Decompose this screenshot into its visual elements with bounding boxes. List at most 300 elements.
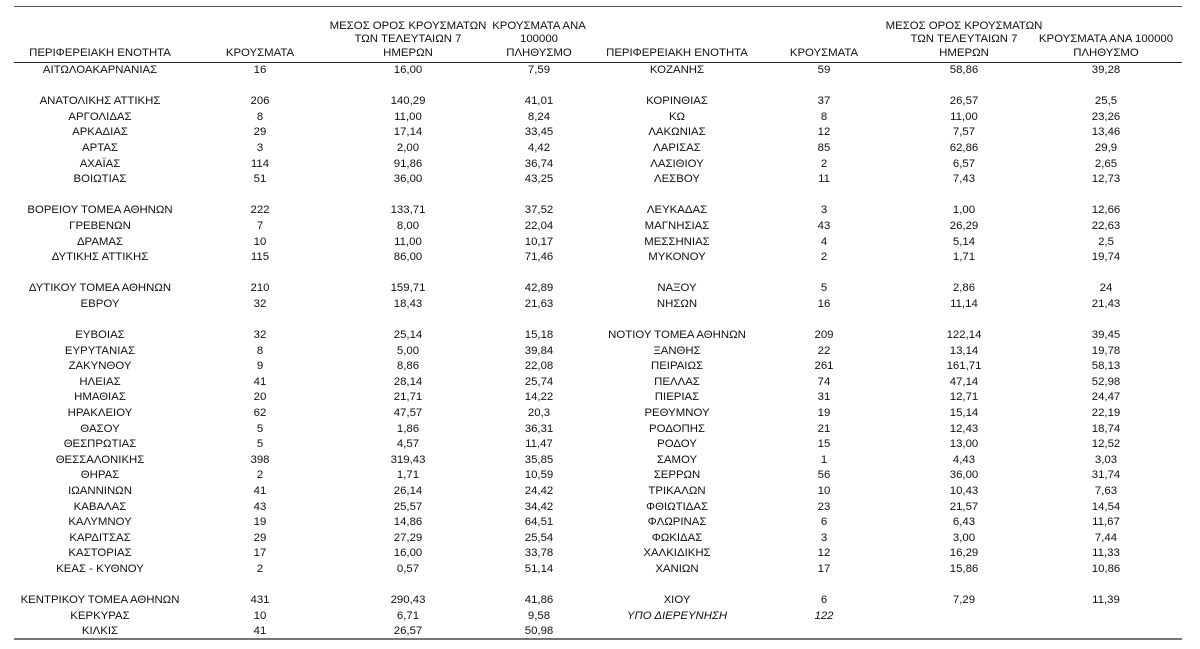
per100k-cell: 39,45 bbox=[1091, 329, 1121, 342]
region-cell: ΗΛΕΙΑΣ bbox=[79, 375, 121, 388]
table-row bbox=[14, 219, 602, 235]
table-row bbox=[602, 141, 1182, 157]
per100k-cell: 43,25 bbox=[524, 173, 554, 186]
per100k-cell: 10,59 bbox=[524, 469, 554, 482]
cases-cell: 6 bbox=[820, 594, 828, 607]
left-table bbox=[14, 16, 602, 640]
cases-cell: 32 bbox=[253, 297, 267, 310]
table-row bbox=[602, 235, 1182, 251]
per100k-cell: 22,08 bbox=[524, 360, 554, 373]
header-cases bbox=[774, 47, 874, 61]
cases-cell: 6 bbox=[820, 516, 828, 529]
region-cell: ΔΥΤΙΚΟΥ ΤΟΜΕΑ ΑΘΗΝΩΝ bbox=[28, 282, 172, 295]
per100k-cell: 22,04 bbox=[524, 219, 554, 232]
avg-cell: 25,14 bbox=[393, 329, 423, 342]
region-cell: ΗΡΑΚΛΕΙΟΥ bbox=[67, 407, 133, 420]
cases-cell: 2 bbox=[820, 157, 828, 170]
header-per100k bbox=[478, 20, 600, 61]
cases-cell: 4 bbox=[820, 235, 828, 248]
region-cell: ΑΡΤΑΣ bbox=[82, 141, 118, 154]
region-cell: ΚΑΒΑΛΑΣ bbox=[73, 500, 127, 513]
cases-cell: 3 bbox=[820, 531, 828, 544]
region-cell: ΚΙΛΚΙΣ bbox=[81, 625, 119, 638]
table-row bbox=[14, 63, 602, 79]
cases-cell: 17 bbox=[253, 547, 267, 560]
cases-cell: 37 bbox=[817, 95, 831, 108]
per100k-cell: 31,74 bbox=[1091, 469, 1121, 482]
left-table-body bbox=[14, 63, 602, 640]
region-cell: ΝΑΞΟΥ bbox=[657, 282, 697, 295]
cases-cell: 31 bbox=[817, 391, 831, 404]
cases-cell: 3 bbox=[820, 204, 828, 217]
per100k-cell: 71,46 bbox=[524, 251, 554, 264]
region-cell: ΡΟΔΟΠΗΣ bbox=[649, 422, 705, 435]
per100k-cell: 19,78 bbox=[1091, 344, 1121, 357]
avg-cell: 17,14 bbox=[393, 126, 423, 139]
cases-cell: 15 bbox=[817, 438, 831, 451]
spacer-row bbox=[602, 266, 1182, 282]
top-rule bbox=[14, 6, 1182, 7]
region-cell: ΛΑΚΩΝΙΑΣ bbox=[648, 126, 706, 139]
avg-cell: 26,57 bbox=[949, 95, 979, 108]
table-row bbox=[14, 422, 602, 438]
avg-cell: 1,86 bbox=[396, 422, 420, 435]
cases-cell: 398 bbox=[250, 453, 270, 466]
table-row bbox=[14, 344, 602, 360]
per100k-cell: 42,89 bbox=[524, 282, 554, 295]
table-row bbox=[602, 515, 1182, 531]
cases-cell: 11 bbox=[818, 173, 830, 186]
region-cell: ΚΑΡΔΙΤΣΑΣ bbox=[69, 531, 131, 544]
per100k-cell: 33,78 bbox=[524, 547, 554, 560]
per100k-cell: 11,39 bbox=[1092, 594, 1120, 607]
header-per100k bbox=[1030, 33, 1182, 60]
avg-cell: 21,71 bbox=[393, 391, 423, 404]
table-row bbox=[14, 328, 602, 344]
avg-cell: 16,00 bbox=[393, 547, 423, 560]
avg-cell: 11,00 bbox=[950, 110, 978, 123]
table-row bbox=[602, 172, 1182, 188]
avg-cell: 6,43 bbox=[952, 516, 976, 529]
avg-cell: 161,71 bbox=[946, 360, 982, 373]
per100k-cell: 11,47 bbox=[525, 438, 553, 451]
per100k-cell: 29,9 bbox=[1094, 141, 1118, 154]
table-row bbox=[14, 453, 602, 469]
cases-cell: 41 bbox=[253, 485, 267, 498]
avg-cell: 5,14 bbox=[952, 235, 976, 248]
avg-cell: 122,14 bbox=[946, 329, 982, 342]
left-table-header bbox=[14, 16, 602, 63]
table-row bbox=[602, 593, 1182, 609]
avg-cell: 13,14 bbox=[949, 344, 979, 357]
table-row bbox=[14, 110, 602, 126]
per100k-cell: 35,85 bbox=[524, 453, 554, 466]
table-row bbox=[14, 468, 602, 484]
table-row bbox=[602, 157, 1182, 173]
per100k-cell: 18,74 bbox=[1091, 422, 1121, 435]
spacer-row bbox=[14, 188, 602, 204]
cases-cell: 23 bbox=[817, 500, 831, 513]
header-region bbox=[14, 47, 186, 61]
table-row bbox=[602, 328, 1182, 344]
region-cell: ΧΑΝΙΩΝ bbox=[655, 563, 699, 575]
cases-cell: 10 bbox=[253, 235, 267, 248]
cases-cell: 9 bbox=[256, 360, 264, 373]
table-row bbox=[602, 422, 1182, 438]
region-cell: ΘΕΣΠΡΩΤΙΑΣ bbox=[63, 438, 137, 451]
header-region-label: ΠΕΡΙΦΕΡΕΙΑΚΗ ΕΝΟΤΗΤΑ bbox=[606, 46, 748, 59]
avg-cell: 13,00 bbox=[949, 438, 979, 451]
header-per100k-line2: ΠΛΗΘΥΣΜΟ bbox=[1073, 46, 1139, 59]
region-cell: ΑΙΤΩΛΟΑΚΑΡΝΑΝΙΑΣ bbox=[42, 64, 158, 76]
table-row bbox=[602, 375, 1182, 391]
region-cell: ΚΟΖΑΝΗΣ bbox=[649, 64, 705, 76]
avg-cell: 5,00 bbox=[396, 344, 420, 357]
avg-cell: 15,86 bbox=[949, 563, 979, 575]
per100k-cell: 41,86 bbox=[524, 594, 554, 607]
per100k-cell: 9,58 bbox=[527, 609, 551, 622]
spacer-row bbox=[602, 79, 1182, 95]
cases-cell: 43 bbox=[817, 219, 831, 232]
avg-cell: 16,00 bbox=[393, 64, 423, 76]
cases-cell: 43 bbox=[253, 500, 267, 513]
avg-cell: 140,29 bbox=[390, 95, 426, 108]
table-row bbox=[14, 281, 602, 297]
avg-cell: 26,29 bbox=[949, 219, 979, 232]
per100k-cell: 37,52 bbox=[524, 204, 554, 217]
cases-cell: 22 bbox=[817, 344, 831, 357]
avg-cell: 3,00 bbox=[952, 531, 976, 544]
avg-cell: 1,00 bbox=[952, 204, 976, 217]
region-cell: ΣΕΡΡΩΝ bbox=[653, 469, 701, 482]
cases-cell: 85 bbox=[817, 141, 831, 154]
region-cell: ΦΛΩΡΙΝΑΣ bbox=[647, 516, 707, 529]
avg-cell: 7,29 bbox=[952, 594, 976, 607]
spacer-row bbox=[602, 313, 1182, 329]
cases-cell: 17 bbox=[817, 563, 831, 575]
per100k-cell: 33,45 bbox=[524, 126, 554, 139]
cases-cell: 5 bbox=[256, 438, 264, 451]
cases-cell: 59 bbox=[817, 64, 831, 76]
cases-cell: 10 bbox=[253, 609, 267, 622]
cases-cell: 29 bbox=[253, 531, 267, 544]
per100k-cell: 12,66 bbox=[1091, 204, 1121, 217]
per100k-cell: 4,42 bbox=[527, 141, 551, 154]
per100k-cell: 24 bbox=[1099, 282, 1113, 295]
region-cell: ΧΑΛΚΙΔΙΚΗΣ bbox=[643, 547, 711, 560]
region-cell: ΚΕΝΤΡΙΚΟΥ ΤΟΜΕΑ ΑΘΗΝΩΝ bbox=[20, 594, 180, 607]
per100k-cell: 51,14 bbox=[524, 563, 554, 575]
per100k-cell: 34,42 bbox=[524, 500, 554, 513]
region-cell: ΙΩΑΝΝΙΝΩΝ bbox=[68, 485, 132, 498]
table-row bbox=[14, 546, 602, 562]
table-row bbox=[602, 453, 1182, 469]
avg-cell: 16,29 bbox=[949, 547, 979, 560]
region-cell: ΧΙΟΥ bbox=[663, 594, 691, 607]
cases-cell: 16 bbox=[817, 297, 831, 310]
avg-cell: 47,14 bbox=[949, 375, 979, 388]
region-cell: ΚΟΡΙΝΘΙΑΣ bbox=[646, 95, 708, 108]
avg-cell: 11,00 bbox=[394, 110, 422, 123]
region-cell: ΔΥΤΙΚΗΣ ΑΤΤΙΚΗΣ bbox=[51, 251, 149, 264]
avg-cell: 58,86 bbox=[949, 64, 979, 76]
region-cell: ΒΟΡΕΙΟΥ ΤΟΜΕΑ ΑΘΗΝΩΝ bbox=[27, 204, 173, 217]
region-cell: ΠΕΙΡΑΙΩΣ bbox=[650, 360, 704, 373]
avg-cell: 15,14 bbox=[949, 407, 979, 420]
per100k-cell: 8,24 bbox=[527, 110, 551, 123]
region-cell: ΜΕΣΣΗΝΙΑΣ bbox=[644, 235, 710, 248]
avg-cell: 0,57 bbox=[396, 563, 420, 575]
avg-cell: 91,86 bbox=[393, 157, 423, 170]
header-region bbox=[602, 47, 752, 61]
cases-cell: 2 bbox=[820, 251, 828, 264]
per100k-cell: 14,54 bbox=[1091, 500, 1121, 513]
avg-cell: 1,71 bbox=[952, 251, 976, 264]
header-per100k-line1: ΚΡΟΥΣΜΑΤΑ ΑΝΑ 100000 bbox=[1038, 33, 1174, 45]
cases-cell: 222 bbox=[250, 204, 270, 217]
region-cell: ΚΕΡΚΥΡΑΣ bbox=[70, 609, 130, 622]
per100k-cell: 39,28 bbox=[1091, 64, 1121, 76]
table-row bbox=[14, 157, 602, 173]
table-row bbox=[602, 531, 1182, 547]
per100k-cell: 7,59 bbox=[527, 64, 551, 76]
cases-cell: 51 bbox=[253, 173, 267, 186]
avg-cell: 28,14 bbox=[393, 375, 423, 388]
per100k-cell: 24,47 bbox=[1091, 391, 1121, 404]
per100k-cell: 12,52 bbox=[1091, 438, 1121, 451]
table-row bbox=[602, 297, 1182, 313]
table-row bbox=[14, 562, 602, 578]
region-cell: ΑΧΑΪΑΣ bbox=[79, 157, 121, 170]
cases-cell: 19 bbox=[253, 516, 267, 529]
avg-cell: 290,43 bbox=[390, 594, 426, 607]
region-cell: ΓΡΕΒΕΝΩΝ bbox=[69, 219, 131, 232]
cases-cell: 122 bbox=[814, 609, 834, 622]
cases-cell: 74 bbox=[817, 375, 831, 388]
region-cell: ΚΑΛΥΜΝΟΥ bbox=[68, 516, 132, 529]
table-row bbox=[14, 297, 602, 313]
per100k-cell: 36,74 bbox=[524, 157, 554, 170]
table-row bbox=[14, 250, 602, 266]
cases-cell: 1 bbox=[820, 453, 828, 466]
table-row bbox=[602, 609, 1182, 625]
table-row bbox=[14, 203, 602, 219]
header-avg-line3: ΗΜΕΡΩΝ bbox=[939, 46, 989, 59]
region-cell: ΞΑΝΘΗΣ bbox=[653, 344, 701, 357]
table-row bbox=[14, 94, 602, 110]
right-table-header bbox=[602, 16, 1182, 63]
header-per100k-line1: ΚΡΟΥΣΜΑΤΑ ΑΝΑ 100000 bbox=[492, 19, 586, 45]
table-row bbox=[602, 390, 1182, 406]
per100k-cell: 2,65 bbox=[1094, 157, 1118, 170]
per100k-cell: 10,86 bbox=[1091, 563, 1121, 575]
cases-cell: 206 bbox=[250, 95, 270, 108]
table-row bbox=[602, 250, 1182, 266]
table-row bbox=[602, 484, 1182, 500]
region-cell: ΑΝΑΤΟΛΙΚΗΣ ΑΤΤΙΚΗΣ bbox=[39, 95, 161, 108]
header-avg-line3: ΗΜΕΡΩΝ bbox=[383, 46, 433, 59]
header-avg-line2: ΤΩΝ ΤΕΛΕΥΤΑΙΩΝ 7 bbox=[910, 33, 1018, 45]
avg-cell: 10,43 bbox=[949, 485, 979, 498]
cases-cell: 41 bbox=[253, 375, 267, 388]
header-cases bbox=[210, 47, 310, 61]
cases-cell: 5 bbox=[820, 282, 828, 295]
region-cell: ΛΕΣΒΟΥ bbox=[654, 173, 700, 186]
cases-cell: 431 bbox=[250, 594, 270, 607]
avg-cell: 26,57 bbox=[393, 625, 423, 638]
region-cell: ΦΘΙΩΤΙΔΑΣ bbox=[646, 500, 708, 513]
header-avg-line1: ΜΕΣΟΣ ΟΡΟΣ ΚΡΟΥΣΜΑΤΩΝ bbox=[329, 19, 487, 32]
avg-cell: 4,57 bbox=[396, 438, 420, 451]
cases-cell: 29 bbox=[253, 126, 267, 139]
per100k-cell: 20,3 bbox=[527, 407, 551, 420]
table-row bbox=[602, 125, 1182, 141]
region-cell: ΝΟΤΙΟΥ ΤΟΜΕΑ ΑΘΗΝΩΝ bbox=[608, 329, 746, 342]
cases-cell: 2 bbox=[256, 563, 264, 575]
per100k-cell: 19,74 bbox=[1091, 251, 1121, 264]
region-cell: ΠΙΕΡΙΑΣ bbox=[654, 391, 700, 404]
avg-cell: 11,14 bbox=[950, 297, 978, 310]
spacer-row bbox=[14, 266, 602, 282]
header-avg bbox=[884, 20, 1044, 61]
avg-cell: 36,00 bbox=[393, 173, 423, 186]
table-row bbox=[602, 219, 1182, 235]
region-cell: ΤΡΙΚΑΛΩΝ bbox=[648, 485, 706, 498]
per100k-cell: 12,73 bbox=[1091, 173, 1121, 186]
header-cases-label: ΚΡΟΥΣΜΑΤΑ bbox=[225, 46, 295, 59]
per100k-cell: 50,98 bbox=[524, 625, 554, 638]
table-row bbox=[14, 515, 602, 531]
header-avg-line1: ΜΕΣΟΣ ΟΡΟΣ ΚΡΟΥΣΜΑΤΩΝ bbox=[885, 19, 1043, 32]
table-row bbox=[602, 562, 1182, 578]
avg-cell: 62,86 bbox=[949, 141, 979, 154]
table-row bbox=[14, 141, 602, 157]
per100k-cell: 10,17 bbox=[524, 235, 554, 248]
per100k-cell: 11,33 bbox=[1092, 547, 1120, 560]
per100k-cell: 3,03 bbox=[1094, 453, 1118, 466]
region-cell: ΔΡΑΜΑΣ bbox=[76, 235, 124, 248]
avg-cell: 319,43 bbox=[390, 453, 426, 466]
table-row bbox=[602, 359, 1182, 375]
table-row bbox=[602, 110, 1182, 126]
avg-cell: 2,86 bbox=[952, 282, 976, 295]
spacer-row bbox=[14, 79, 602, 95]
avg-cell: 6,57 bbox=[952, 157, 976, 170]
region-cell: ΚΩ bbox=[668, 110, 686, 123]
cases-cell: 115 bbox=[250, 251, 270, 264]
table-row bbox=[14, 390, 602, 406]
per100k-cell: 25,5 bbox=[1094, 95, 1118, 108]
cases-cell: 21 bbox=[817, 422, 831, 435]
cases-cell: 10 bbox=[817, 485, 831, 498]
table-row bbox=[14, 235, 602, 251]
per100k-cell: 11,67 bbox=[1092, 516, 1120, 529]
avg-cell: 21,57 bbox=[949, 500, 979, 513]
per100k-cell: 13,46 bbox=[1091, 126, 1121, 139]
spacer-row bbox=[602, 578, 1182, 594]
region-cell: ΗΜΑΘΙΑΣ bbox=[74, 391, 126, 404]
avg-cell: 26,14 bbox=[393, 485, 423, 498]
region-cell: ΒΟΙΩΤΙΑΣ bbox=[73, 173, 127, 186]
per100k-cell: 41,01 bbox=[524, 95, 554, 108]
table-row bbox=[14, 531, 602, 547]
spacer-row bbox=[14, 313, 602, 329]
cases-cell: 12 bbox=[817, 126, 831, 139]
avg-cell: 25,57 bbox=[393, 500, 423, 513]
cases-cell: 261 bbox=[814, 360, 834, 373]
right-table bbox=[602, 16, 1182, 624]
table-row bbox=[602, 437, 1182, 453]
per100k-cell: 64,51 bbox=[524, 516, 554, 529]
table-row bbox=[14, 172, 602, 188]
per100k-cell: 22,63 bbox=[1091, 219, 1121, 232]
region-cell: ΑΡΓΟΛΙΔΑΣ bbox=[68, 110, 132, 123]
region-cell: ΘΑΣΟΥ bbox=[80, 422, 120, 435]
region-cell: ΖΑΚΥΝΘΟΥ bbox=[68, 360, 132, 373]
per100k-cell: 52,98 bbox=[1091, 375, 1121, 388]
header-cases-label: ΚΡΟΥΣΜΑΤΑ bbox=[789, 46, 859, 59]
region-cell: ΣΑΜΟΥ bbox=[656, 453, 698, 466]
cases-cell: 62 bbox=[253, 407, 267, 420]
per100k-cell: 58,13 bbox=[1091, 360, 1121, 373]
cases-cell: 114 bbox=[250, 157, 270, 170]
per100k-cell: 15,18 bbox=[524, 329, 554, 342]
region-cell: ΜΑΓΝΗΣΙΑΣ bbox=[644, 219, 710, 232]
region-cell: ΛΑΣΙΘΙΟΥ bbox=[650, 157, 704, 170]
table-row bbox=[602, 281, 1182, 297]
header-per100k-line2: ΠΛΗΘΥΣΜΟ bbox=[506, 46, 572, 59]
region-cell: ΠΕΛΛΑΣ bbox=[654, 375, 700, 388]
region-cell: ΜΥΚΟΝΟΥ bbox=[648, 251, 706, 264]
region-cell: ΛΕΥΚΑΔΑΣ bbox=[646, 204, 708, 217]
table-row bbox=[602, 406, 1182, 422]
bottom-rule bbox=[14, 638, 1182, 640]
table-row bbox=[602, 344, 1182, 360]
table-row bbox=[14, 359, 602, 375]
per100k-cell: 14,22 bbox=[524, 391, 554, 404]
avg-cell: 133,71 bbox=[390, 204, 426, 217]
region-cell: ΕΥΡΥΤΑΝΙΑΣ bbox=[64, 344, 136, 357]
cases-cell: 19 bbox=[817, 407, 831, 420]
region-cell: ΘΗΡΑΣ bbox=[80, 469, 120, 482]
spacer-row bbox=[602, 188, 1182, 204]
avg-cell: 14,86 bbox=[393, 516, 423, 529]
header-region-label: ΠΕΡΙΦΕΡΕΙΑΚΗ ΕΝΟΤΗΤΑ bbox=[29, 46, 171, 59]
table-row bbox=[14, 500, 602, 516]
avg-cell: 8,86 bbox=[396, 360, 420, 373]
cases-cell: 8 bbox=[256, 344, 264, 357]
avg-cell: 7,43 bbox=[952, 173, 976, 186]
region-cell: ΦΩΚΙΔΑΣ bbox=[651, 531, 703, 544]
avg-cell: 86,00 bbox=[393, 251, 423, 264]
per100k-cell: 36,31 bbox=[524, 422, 554, 435]
table-row bbox=[602, 203, 1182, 219]
avg-cell: 12,71 bbox=[949, 391, 979, 404]
per100k-cell: 21,43 bbox=[1091, 297, 1121, 310]
table-row bbox=[602, 94, 1182, 110]
per100k-cell: 21,63 bbox=[524, 297, 554, 310]
cases-cell: 2 bbox=[256, 469, 264, 482]
avg-cell: 47,57 bbox=[393, 407, 423, 420]
region-cell: ΘΕΣΣΑΛΟΝΙΚΗΣ bbox=[55, 453, 145, 466]
table-row bbox=[14, 437, 602, 453]
right-table-body bbox=[602, 63, 1182, 624]
cases-cell: 210 bbox=[250, 282, 270, 295]
avg-cell: 4,43 bbox=[952, 453, 976, 466]
cases-cell: 32 bbox=[253, 329, 267, 342]
cases-cell: 209 bbox=[814, 329, 834, 342]
per100k-cell: 23,26 bbox=[1091, 110, 1121, 123]
